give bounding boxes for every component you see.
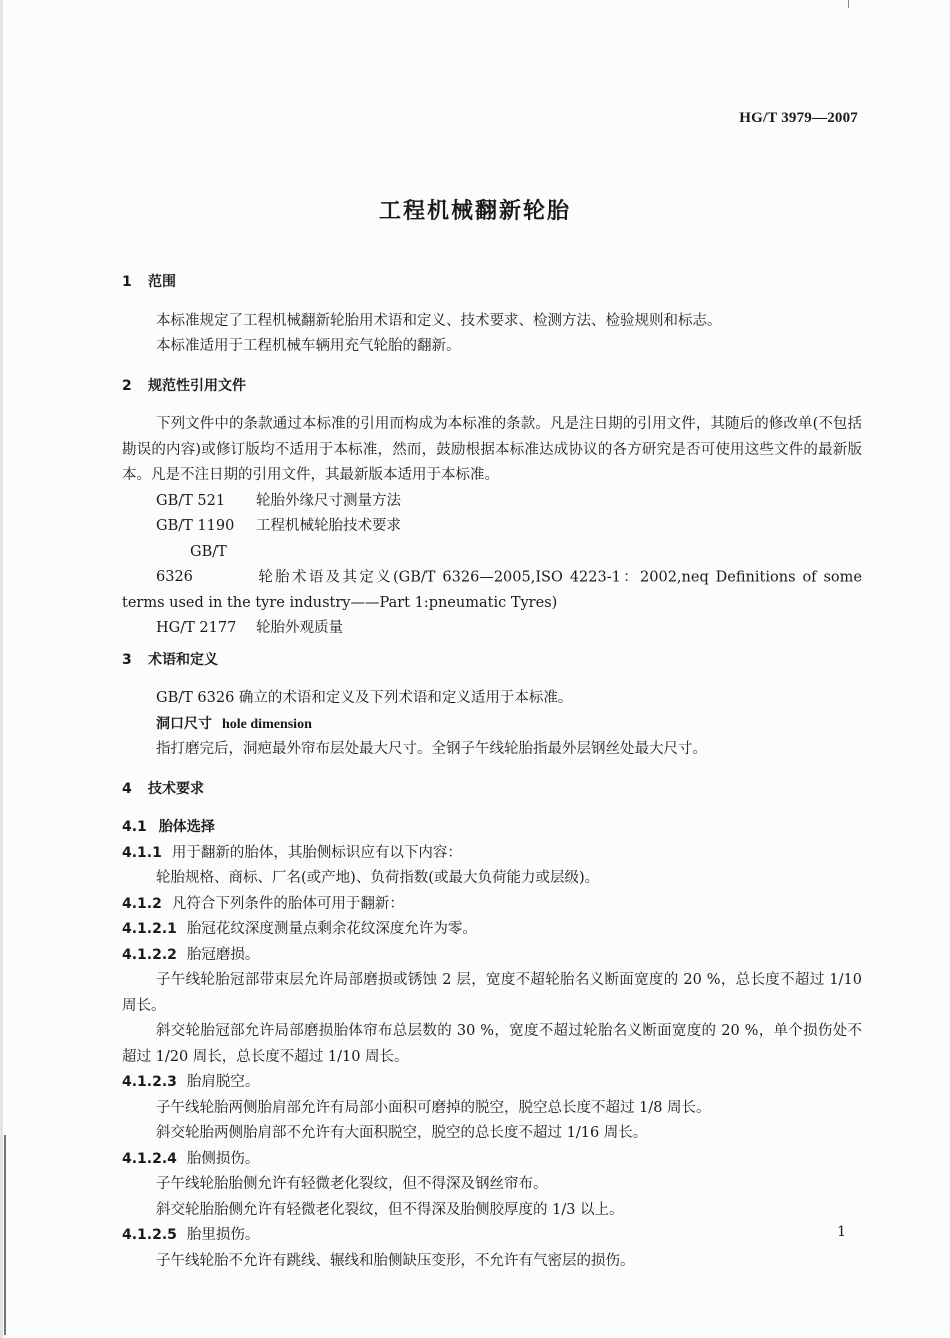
reference-item: HG/T 2177 轮胎外观质量 [156, 620, 343, 636]
scan-edge-mark [4, 1135, 6, 1335]
reference-item: GB/T 1190 工程机械轮胎技术要求 [156, 518, 401, 534]
paragraph: 子午线轮胎胎侧允许有轻微老化裂纹，但不得深及钢丝帘布。 [156, 1176, 548, 1192]
subsection-heading: 4.1 胎体选择 [122, 819, 215, 835]
section-heading-4: 4 技术要求 [122, 780, 204, 797]
page-number: 1 [837, 1224, 846, 1240]
reference-item: GB/T 6326 轮胎术语及其定义(GB/T 6326—2005,ISO 4223-1：2002,neq Definitions of some terms used in the tyre industry——Part 1:pneumatic Tyres) [122, 543, 862, 611]
clause: 4.1.2.2 胎冠磨损。 [122, 946, 260, 963]
term-definition: 指打磨完后，洞疤最外帘布层处最大尺寸。全钢子午线轮胎指最外层钢丝处最大尺寸。 [156, 741, 707, 757]
document-body [122, 270, 862, 1274]
section-heading-1: 1 范围 [122, 274, 176, 290]
paragraph: 子午线轮胎不允许有跳线、辗线和胎侧缺压变形，不允许有气密层的损伤。 [156, 1252, 635, 1269]
clause: 4.1.1 用于翻新的胎体，其胎侧标识应有以下内容： [122, 844, 462, 861]
paragraph: 斜交轮胎冠部允许局部磨损胎体帘布总层数的 30 %，宽度不超过轮胎名义断面宽度的 20 %，单个损伤处不超过 1/20 周长，总长度不超过 1/10 周长。 [122, 1023, 862, 1065]
paragraph: 子午线轮胎两侧胎肩部允许有局部小面积可磨掉的脱空，脱空总长度不超过 1/8 周长。 [156, 1099, 711, 1116]
paragraph: 斜交轮胎两侧胎肩部不允许有大面积脱空，脱空的总长度不超过 1/16 周长。 [156, 1125, 648, 1141]
reference-item: GB/T 521 轮胎外缘尺寸测量方法 [156, 492, 401, 509]
paragraph: 下列文件中的条款通过本标准的引用而构成为本标准的条款。凡是注日期的引用文件，其随后的修改单(不包括勘误的内容)或修订版均不适用于本标准，然而，鼓励根据本标准达成协议的各方研究是否可使用这些文件的最新版本。凡是不注日期的引用文件，其最新版本适用于本标准。 [122, 416, 862, 483]
clause: 4.1.2.4 胎侧损伤。 [122, 1150, 260, 1167]
section-heading-3: 3 术语和定义 [122, 651, 218, 668]
paragraph: 子午线轮胎冠部带束层允许局部磨损或锈蚀 2 层，宽度不超轮胎名义断面宽度的 20 %，总长度不超过 1/10 周长。 [122, 972, 862, 1014]
clause: 4.1.2 凡符合下列条件的胎体可用于翻新： [122, 895, 404, 912]
term-entry: 洞口尺寸 hole dimension [156, 715, 312, 732]
clause: 4.1.2.1 胎冠花纹深度测量点剩余花纹深度允许为零。 [122, 921, 477, 937]
paragraph: 斜交轮胎胎侧允许有轻微老化裂纹，但不得深及胎侧胶厚度的 1/3 以上。 [156, 1201, 624, 1218]
paragraph: 本标准规定了工程机械翻新轮胎用术语和定义、技术要求、检测方法、检验规则和标志。 [156, 312, 722, 329]
clause: 4.1.2.3 胎肩脱空。 [122, 1074, 260, 1090]
document-title: 工程机械翻新轮胎 [378, 199, 571, 224]
paragraph: GB/T 6326 确立的术语和定义及下列术语和定义适用于本标准。 [156, 690, 573, 706]
paragraph: 本标准适用于工程机械车辆用充气轮胎的翻新。 [156, 338, 461, 354]
paragraph: 轮胎规格、商标、厂名(或产地)、负荷指数(或最大负荷能力或层级)。 [156, 870, 600, 886]
section-heading-2: 2 规范性引用文件 [122, 377, 246, 394]
standard-code: HG/T 3979—2007 [739, 110, 858, 126]
scan-corner-line [848, 0, 849, 8]
clause: 4.1.2.5 胎里损伤。 [122, 1227, 260, 1243]
